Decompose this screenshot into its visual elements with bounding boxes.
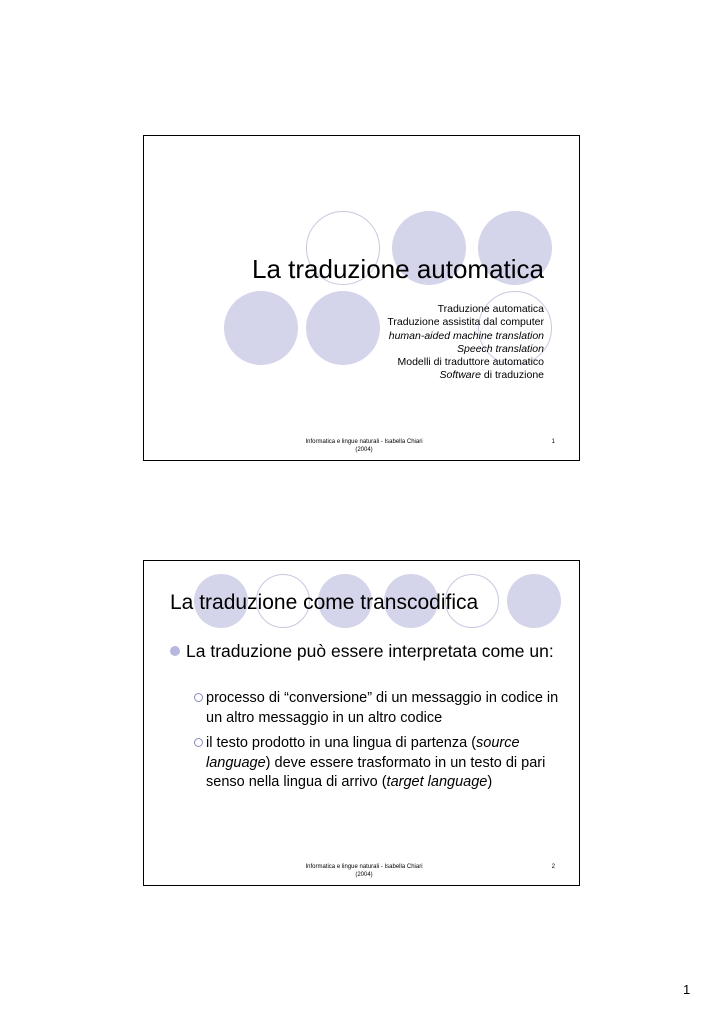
bullet-dot-icon xyxy=(170,646,180,656)
slide-2 xyxy=(143,560,580,886)
sub-bullet-text xyxy=(194,734,564,793)
text-part: ) xyxy=(487,774,493,790)
footer-line: Informatica e lingue naturali - Isabella Chiari xyxy=(305,439,423,445)
page-number: 1 xyxy=(683,982,691,997)
slide-number: 1 xyxy=(551,439,555,445)
subtitle-list xyxy=(387,303,544,383)
slide-title: La traduzione come transcodifica xyxy=(170,591,479,614)
italic-term: source language xyxy=(206,735,520,771)
sub-bullet-text: processo di “conversione” di un messaggio in codice in un altro messaggio in un altro codice xyxy=(206,690,559,726)
decor-circle xyxy=(507,574,561,628)
footer-line: (2004) xyxy=(355,872,373,878)
bullet-item xyxy=(172,641,567,662)
slide-footer xyxy=(284,863,444,879)
slide-number: 2 xyxy=(551,864,555,870)
list-item-italic: Software xyxy=(439,369,481,382)
text-part: ) deve essere trasformato in un testo di pari senso nella lingua di arrivo ( xyxy=(206,754,546,790)
list-item: Traduzione assistita dal computer xyxy=(387,316,544,329)
list-item-rest: di traduzione xyxy=(480,369,544,382)
list-item: Speech translation xyxy=(457,342,544,355)
bullet-text: La traduzione può essere interpretata come un: xyxy=(186,641,554,661)
slide-footer xyxy=(284,438,444,454)
list-item: Traduzione automatica xyxy=(437,303,544,315)
list-item: Modelli di traduttore automatico xyxy=(397,356,544,369)
footer-line: Informatica e lingue naturali - Isabella Chiari xyxy=(305,864,423,870)
ring-bullet-icon xyxy=(194,738,203,747)
slide-1 xyxy=(143,135,580,461)
slide-title: La traduzione automatica xyxy=(252,254,544,284)
sub-bullet-item xyxy=(194,689,564,728)
list-item xyxy=(387,369,544,382)
footer-line: (2004) xyxy=(355,447,373,453)
sub-bullet-item xyxy=(194,734,564,793)
italic-term: target language xyxy=(386,774,488,790)
decor-circle xyxy=(306,291,380,365)
list-item: human-aided machine translation xyxy=(388,329,544,342)
text-part: il testo prodotto in una lingua di partenza ( xyxy=(206,735,477,751)
decor-circle xyxy=(224,291,298,365)
ring-bullet-icon xyxy=(194,693,203,702)
